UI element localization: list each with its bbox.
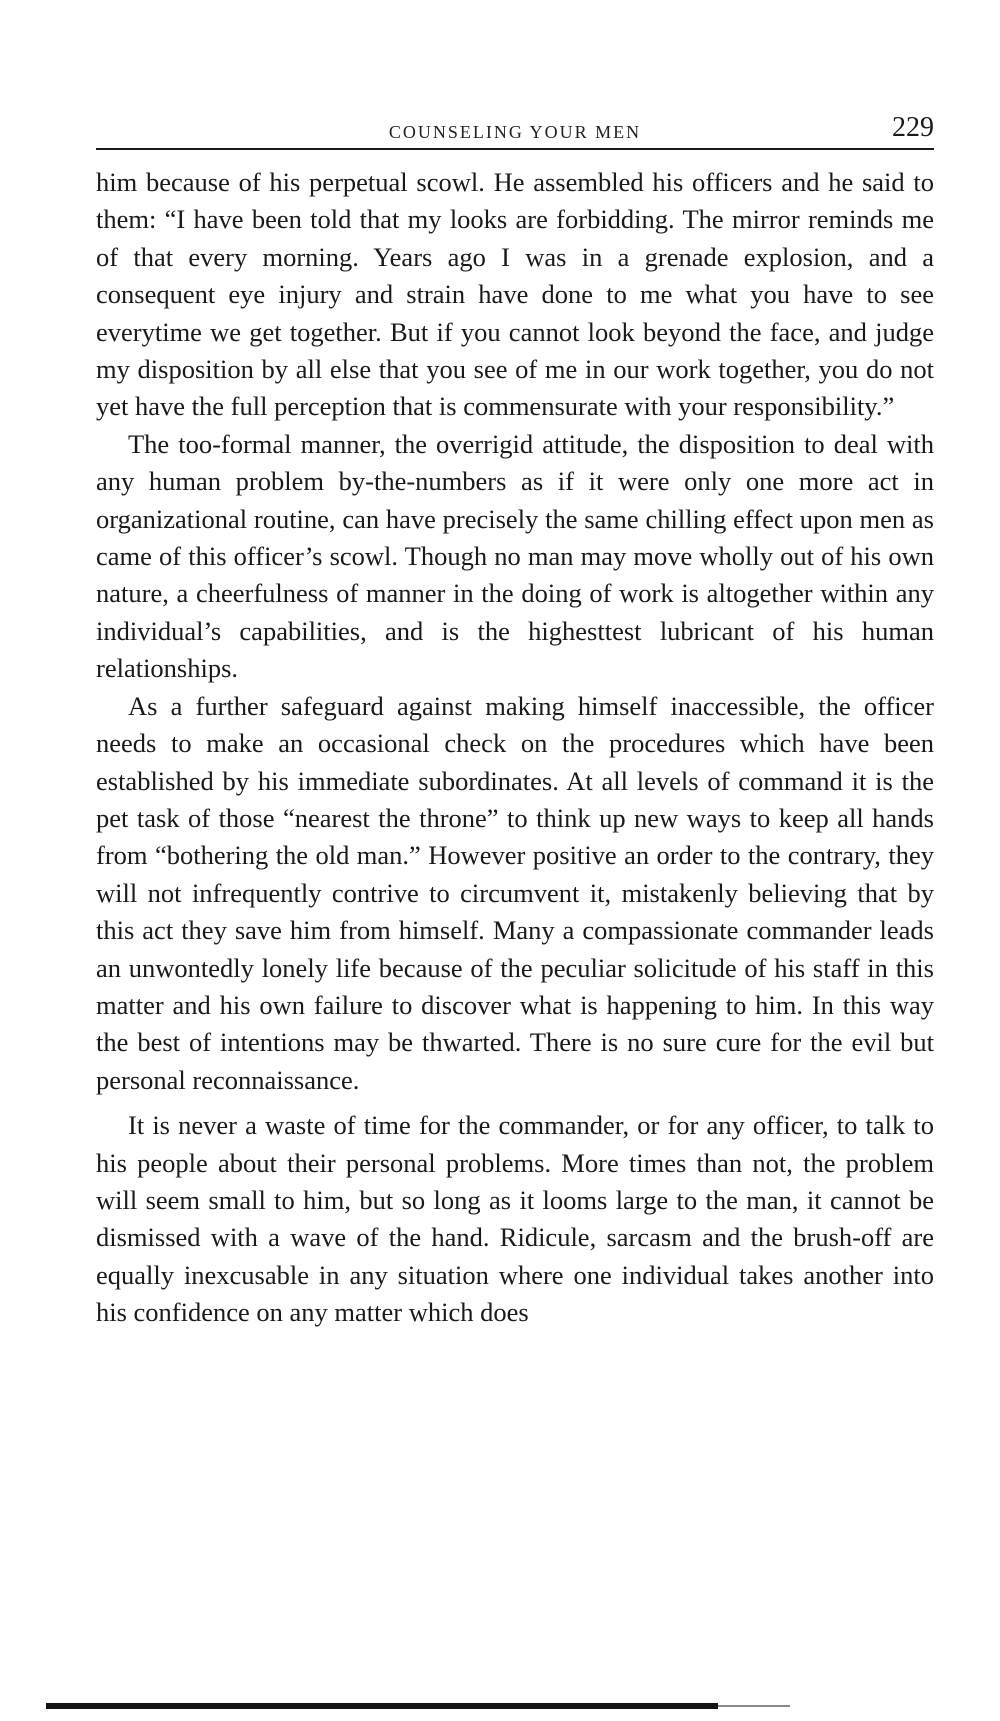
- paragraph-continued: him because of his perpetual scowl. He assembled his officers and he said to them: “I have been told that my looks are forbidding. The mirror reminds me of that every morning. Years ago I was in a grenade explosion, and a consequent eye injury and strain have done to me what you have to see everytime we get together. But if you cannot look beyond the face, and judge my disposition by all else that you see of me in our work together, you do not yet have the full perception that is commensurate with your responsibility.”: [96, 167, 934, 422]
- running-title: COUNSELING YOUR MEN: [388, 122, 642, 142]
- paragraph: As a further safeguard against making himself inaccessible, the officer needs to make an occasional check on the procedures which have been established by his immediate subordinates. At all levels of command it is the pet task of those “nearest the throne” to think up new ways to keep all hands from “bothering the old man.” However positive an order to the contrary, they will not infrequently contrive to circumvent it, mistakenly believing that by this act they save him from himself. Many a compassionate commander leads an unwontedly lonely life because of the peculiar solicitude of his staff in this matter and his own failure to discover what is happening to him. In this way the best of intentions may be thwarted. There is no sure cure for the evil but personal reconnaissance.: [96, 690, 934, 1095]
- body-text: [96, 164, 934, 1332]
- paragraph: The too-formal manner, the overrigid attitude, the disposition to deal with any human problem by-the-numbers as if it were only one more act in organizational routine, can have precisely the same chilling effect upon men as came of this officer’s scowl. Though no man may move wholly out of his own nature, a cheerfulness of manner in the doing of work is altogether within any individual’s capabilities, and is the highesttest lubricant of his human relationships.: [96, 428, 934, 684]
- paragraph: It is never a waste of time for the commander, or for any officer, to talk to his people about their personal problems. More times than not, the problem will seem small to him, but so long as it looms large to the man, it cannot be dismissed with a wave of the hand. Ridicule, sarcasm and the brush-off are equally inexcusable in any situation where one individual takes another into his confidence on any matter which does: [96, 1110, 934, 1328]
- bottom-scan-edge-thin: [718, 1705, 790, 1707]
- header-rule: [96, 148, 934, 150]
- bottom-scan-edge: [46, 1703, 718, 1709]
- page-number: 229: [892, 112, 934, 143]
- running-head: [96, 112, 934, 146]
